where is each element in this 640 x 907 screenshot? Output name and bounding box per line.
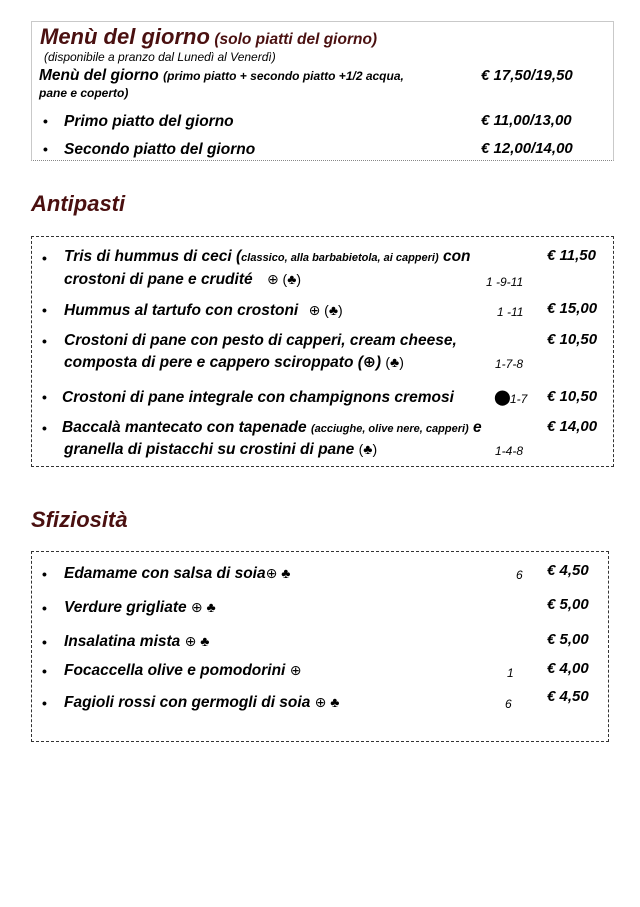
antipasto-3-allergens: 1-7-8 — [495, 357, 524, 371]
antipasto-4-symbols: ⬤ — [494, 389, 511, 406]
antipasto-5-allergens: 1-4-8 — [495, 444, 524, 458]
menu-combo-desc: (primo piatto + secondo piatto +1/2 acqua, — [163, 69, 404, 83]
bullet: • — [42, 695, 47, 711]
sfiz-3 — [64, 633, 209, 651]
sfiz-5-price: € 4,50 — [547, 688, 589, 705]
antipasto-5-line2 — [64, 441, 377, 459]
sfiz-3-symbols: ⊕ ♣ — [184, 633, 210, 649]
antipasto-4-name: Crostoni di pane integrale con champignons cremosi — [62, 389, 454, 406]
bullet: • — [43, 113, 48, 129]
antipasto-4-price: € 10,50 — [547, 388, 598, 405]
primo-piatto-price: € 11,00/13,00 — [481, 112, 572, 129]
antipasto-3-name-2: composta di pere e cappero sciroppato (⊕) — [64, 354, 382, 371]
antipasto-4-line1 — [62, 389, 454, 407]
menu-giorno-title-note: (solo piatti del giorno) — [214, 31, 378, 48]
antipasto-2-symbols: ⊕ (♣) — [308, 302, 343, 318]
antipasto-2-name: Hummus al tartufo con crostoni — [64, 302, 299, 319]
sfiz-4 — [64, 662, 301, 680]
antipasto-1-price: € 11,50 — [547, 247, 596, 264]
secondo-piatto-price: € 12,00/14,00 — [481, 140, 573, 157]
sfiz-4-allergens: 1 — [507, 666, 514, 680]
sfiz-1-symbols: ⊕ ♣ — [265, 565, 291, 581]
bullet: • — [43, 141, 48, 157]
antipasto-5-name-2: granella di pistacchi su crostini di pane — [64, 441, 355, 458]
sfiz-5-allergens: 6 — [505, 697, 512, 711]
sfiz-2-name: Verdure grigliate — [64, 599, 187, 616]
antipasto-1-line1 — [64, 248, 471, 266]
menu-combo-desc2: pane e coperto) — [39, 86, 129, 100]
antipasto-5-name-b: e — [468, 419, 482, 436]
bullet: • — [42, 333, 47, 349]
sfiz-2 — [64, 599, 216, 617]
primo-piatto-name: Primo piatto del giorno — [64, 113, 234, 130]
antipasto-3-line1: Crostoni di pane con pesto di capperi, cream cheese, — [64, 332, 457, 349]
antipasto-1-symbols: ⊕ (♣) — [266, 271, 302, 287]
sfiz-3-name: Insalatina mista — [64, 633, 181, 650]
bullet: • — [42, 634, 47, 650]
sfiz-1-name: Edamame con salsa di soia — [64, 565, 266, 582]
antipasto-3-price: € 10,50 — [547, 331, 598, 348]
antipasti-title: Antipasti — [31, 191, 126, 216]
bullet: • — [42, 663, 47, 679]
sfiz-5-symbols: ⊕ ♣ — [314, 694, 340, 710]
sfiz-3-price: € 5,00 — [547, 631, 589, 648]
antipasto-4-allergens: 1-7 — [510, 392, 528, 406]
antipasto-5-name-a: Baccalà mantecato con tapenade — [62, 419, 311, 436]
antipasto-1-name-2: crostoni di pane e crudité — [64, 271, 253, 288]
antipasto-3-line2 — [64, 353, 404, 372]
antipasto-5-line1 — [62, 419, 482, 437]
sfiz-4-symbols: ⊕ — [289, 662, 302, 678]
antipasto-1-line2 — [64, 271, 301, 289]
antipasto-2-allergens: 1 -11 — [497, 305, 524, 319]
sfiz-4-name: Focaccella olive e pomodorini — [64, 662, 286, 679]
sfiz-2-symbols: ⊕ ♣ — [190, 599, 216, 615]
antipasto-2-line1 — [64, 302, 343, 320]
sfiz-2-price: € 5,00 — [547, 596, 589, 613]
bullet: • — [42, 250, 47, 266]
menu-combo-price: € 17,50/19,50 — [481, 67, 573, 84]
menu-giorno-heading — [40, 24, 377, 50]
sfiz-1 — [64, 565, 290, 583]
sfiz-5 — [64, 694, 339, 712]
antipasto-5-price: € 14,00 — [547, 418, 598, 435]
sfiz-5-name: Fagioli rossi con germogli di soia — [64, 694, 311, 711]
antipasto-3-symbols: (♣) — [385, 354, 404, 370]
bullet: • — [42, 302, 47, 318]
bullet: • — [42, 420, 47, 436]
antipasto-1-name-a: Tris di hummus di ceci ( — [64, 248, 242, 265]
bullet: • — [42, 389, 47, 405]
antipasto-1-note: classico, alla barbabietola, ai capperi) — [241, 252, 439, 264]
antipasto-5-symbols: (♣) — [358, 441, 378, 457]
sfiz-1-allergens: 6 — [516, 568, 523, 582]
bullet: • — [42, 600, 47, 616]
antipasto-2-price: € 15,00 — [547, 300, 598, 317]
secondo-piatto-name: Secondo piatto del giorno — [64, 141, 256, 158]
sfiz-4-price: € 4,00 — [547, 660, 589, 677]
antipasto-1-allergens: 1 -9-11 — [486, 275, 524, 289]
menu-combo-line1 — [39, 67, 404, 85]
antipasto-5-note: (acciughe, olive nere, capperi) — [310, 423, 469, 435]
bullet: • — [42, 566, 47, 582]
menu-giorno-availability: (disponibile a pranzo dal Lunedì al Venerdì) — [44, 50, 276, 64]
menu-combo-title: Menù del giorno — [39, 67, 159, 84]
antipasto-1-name-b: con — [438, 248, 471, 265]
menu-giorno-title: Menù del giorno — [40, 24, 210, 49]
sfiz-1-price: € 4,50 — [547, 562, 589, 579]
sfiziosita-title: Sfiziosità — [31, 507, 128, 532]
